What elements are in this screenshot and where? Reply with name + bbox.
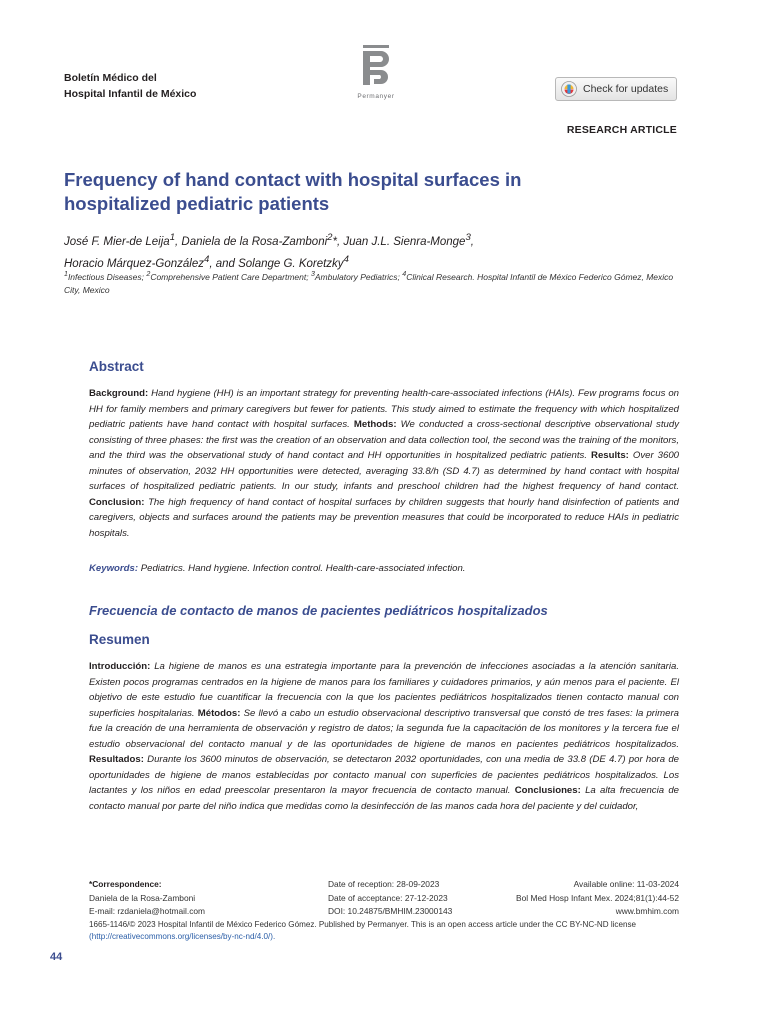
affiliations — [64, 268, 684, 297]
online-date: Available online: 11-03-2024 — [573, 879, 679, 889]
metodos-text: Se llevó a cabo un estudio observacional descriptivo transversal que constó de tres fases: la primera fue la creación de una herramienta de observación y registro de datos; la segunda fue la capacitación de los monitores y la tercera fue el estudio observacional del contacto manual y de las oportunidades de higiene de manos en pacientes pediátricos hospitalizados. — [89, 707, 679, 750]
journal-name — [64, 70, 196, 102]
license-block — [89, 919, 681, 943]
abstract-body — [89, 386, 679, 541]
affiliation-text: Infectious Diseases; — [67, 271, 147, 282]
results-label: Results: — [591, 450, 629, 461]
background-label: Background: — [89, 388, 149, 399]
affiliation-number: 1 — [64, 270, 68, 278]
affiliation-number: 4 — [402, 270, 407, 278]
correspondence-name: Daniela de la Rosa-Zamboni — [89, 892, 196, 903]
conclusion-text: The high frequency of hand contact of hospital surfaces by children suggests that hourly hand disinfection of patients and caregivers, objects and surfaces around the patients may be prevention measures that could be incorporated to reduce HAIs in pediatric hospitals. — [89, 496, 679, 539]
abstract-heading: Abstract — [89, 359, 144, 374]
keywords — [89, 563, 679, 574]
resumen-heading: Resumen — [89, 632, 150, 647]
affiliation-marker: 4 — [203, 253, 210, 265]
publisher-name: Permanyer — [357, 93, 395, 100]
methods-text: We conducted a cross-sectional descriptive observational study consisting of three phases: the first was the creation of an observation and data collection tool, the second was the training of the monitors, and the third was the observational study of hand contact and HH opportunities in hospitalized pediatric patients. — [89, 419, 679, 461]
author-name: , Daniela de la Rosa-Zamboni — [175, 235, 328, 248]
affiliation-marker: 1 — [169, 232, 176, 243]
affiliation-marker: 2 — [327, 232, 333, 243]
reception-date: Date of reception: 28-09-2023 — [328, 879, 440, 889]
crossmark-icon — [561, 81, 577, 97]
publication-block — [516, 878, 679, 919]
resultados-text: Durante los 3600 minutos de observación, se detectaron 2032 oportunidades, con una media de 33.8 (DE 4.7) por hora de oportunidades de higiene de manos establecidas por contacto manual con superficies de pacientes pediátricos hospitalizados. Los lactantes y los niños en edad preescolar presentaron la mayor frecuencia de contacto manual. — [89, 754, 679, 796]
check-for-updates-button[interactable] — [555, 77, 677, 101]
affiliation-number: 3 — [310, 270, 315, 278]
journal-website[interactable]: www.bmhim.com — [615, 906, 679, 916]
correspondence-block — [89, 878, 205, 919]
correspondence-label: *Correspondence: — [89, 879, 162, 889]
affiliation-number: 2 — [146, 270, 151, 278]
license-text: 1665-1146/© 2023 Hospital Infantil de México Federico Gómez. Published by Permanyer. This is an open access article under the CC BY-NC-ND license — [89, 920, 637, 929]
citation: Bol Med Hosp Infant Mex. 2024;81(1):44-52 — [516, 892, 679, 903]
keywords-text: Pediatrics. Hand hygiene. Infection control. Health-care-associated infection. — [138, 563, 466, 574]
acceptance-date: Date of acceptance: 27-12-2023 — [328, 892, 448, 903]
methods-label: Methods: — [353, 419, 397, 430]
doi[interactable]: DOI: 10.24875/BMHIM.23000143 — [328, 906, 453, 916]
permanyer-logo-icon — [362, 44, 390, 86]
author-name: Horacio Márquez-González — [64, 257, 204, 270]
dates-block — [328, 878, 452, 919]
corresponding-marker: * — [332, 235, 337, 248]
journal-name-line2: Hospital Infantil de México — [64, 88, 197, 100]
author-list: José F. Mier-de Leija$^1$, Daniela de la Rosa-Zamboni$^2$*, Juan J.L. Sienra-Monge$^3$, Horacio Márquez-González$^4$, and Solange G. Koretzky$^4$ — [64, 232, 474, 270]
conclusiones-label: Conclusiones: — [514, 785, 581, 796]
spanish-title: Frecuencia de contacto de manos de pacientes pediátricos hospitalizados — [89, 603, 548, 618]
background-text: Hand hygiene (HH) is an important strategy for preventing health-care-associated infections (HAIs). Few programs focus on HH for family members and primary caregivers but fewer for patients. This study aimed to estimate the frequency with which hospitalized pediatric patients have hand contact with hospital surfaces. — [89, 388, 679, 430]
intro-label: Introducción: — [89, 661, 151, 672]
publisher-logo — [348, 44, 404, 100]
page-number: 44 — [50, 951, 63, 963]
author-name: , and Solange G. Koretzky — [209, 257, 344, 270]
author-name: , Juan J.L. Sienra-Monge — [336, 235, 466, 248]
keywords-label: Keywords: — [89, 563, 139, 574]
metodos-label: Métodos: — [197, 707, 241, 719]
conclusion-label: Conclusion: — [89, 496, 145, 508]
affiliation-marker: 4 — [343, 253, 349, 265]
resumen-body — [89, 659, 679, 814]
conclusiones-text: La alta frecuencia de contacto manual por parte del niño indica que medidas como la desinfección de las manos cada hora del paciente y del cuidador, — [89, 785, 679, 812]
correspondence-email[interactable]: E-mail: rzdaniela@hotmail.com — [89, 906, 206, 916]
affiliation-text: Ambulatory Pediatrics; — [314, 271, 403, 282]
affiliation-marker: 3 — [465, 232, 471, 243]
affiliation-text: Comprehensive Patient Care Department; — [150, 271, 311, 282]
article-title: Frequency of hand contact with hospital surfaces in hospitalized pediatric patients — [64, 169, 522, 214]
resultados-label: Resultados: — [89, 754, 144, 765]
results-text: Over 3600 minutes of observation, 2032 HH opportunities were detected, averaging 33.8/h (SD 4.7) as determined by hand contact with hospital surfaces of hospitalized pediatric patients. In our study, infants and preschool children had the highest frequency of hand contact. — [89, 450, 679, 492]
intro-text: La higiene de manos es una estrategia importante para la prevención de infecciones asociadas a la atención sanitaria. Existen pocos programas centrados en la higiene de manos para los familiares y cuidadores primarios, y aún menos para el paciente. El objetivo de este estudio fue cuantificar la frecuencia con la que los pacientes pediátricos hospitalizados tienen contacto manual con superficies hospitalarias. — [89, 661, 679, 719]
license-link[interactable]: (http://creativecommons.org/licenses/by-nc-nd/4.0/). — [89, 932, 276, 941]
author-name: José F. Mier-de Leija — [64, 235, 170, 248]
check-for-updates-label: Check for updates — [583, 83, 669, 95]
journal-name-line1: Boletín Médico del — [64, 72, 157, 84]
article-type: RESEARCH ARTICLE — [566, 124, 677, 136]
affiliation-text: Clinical Research. Hospital Infantil de México Federico Gómez, Mexico City, Mexico — [64, 271, 674, 295]
